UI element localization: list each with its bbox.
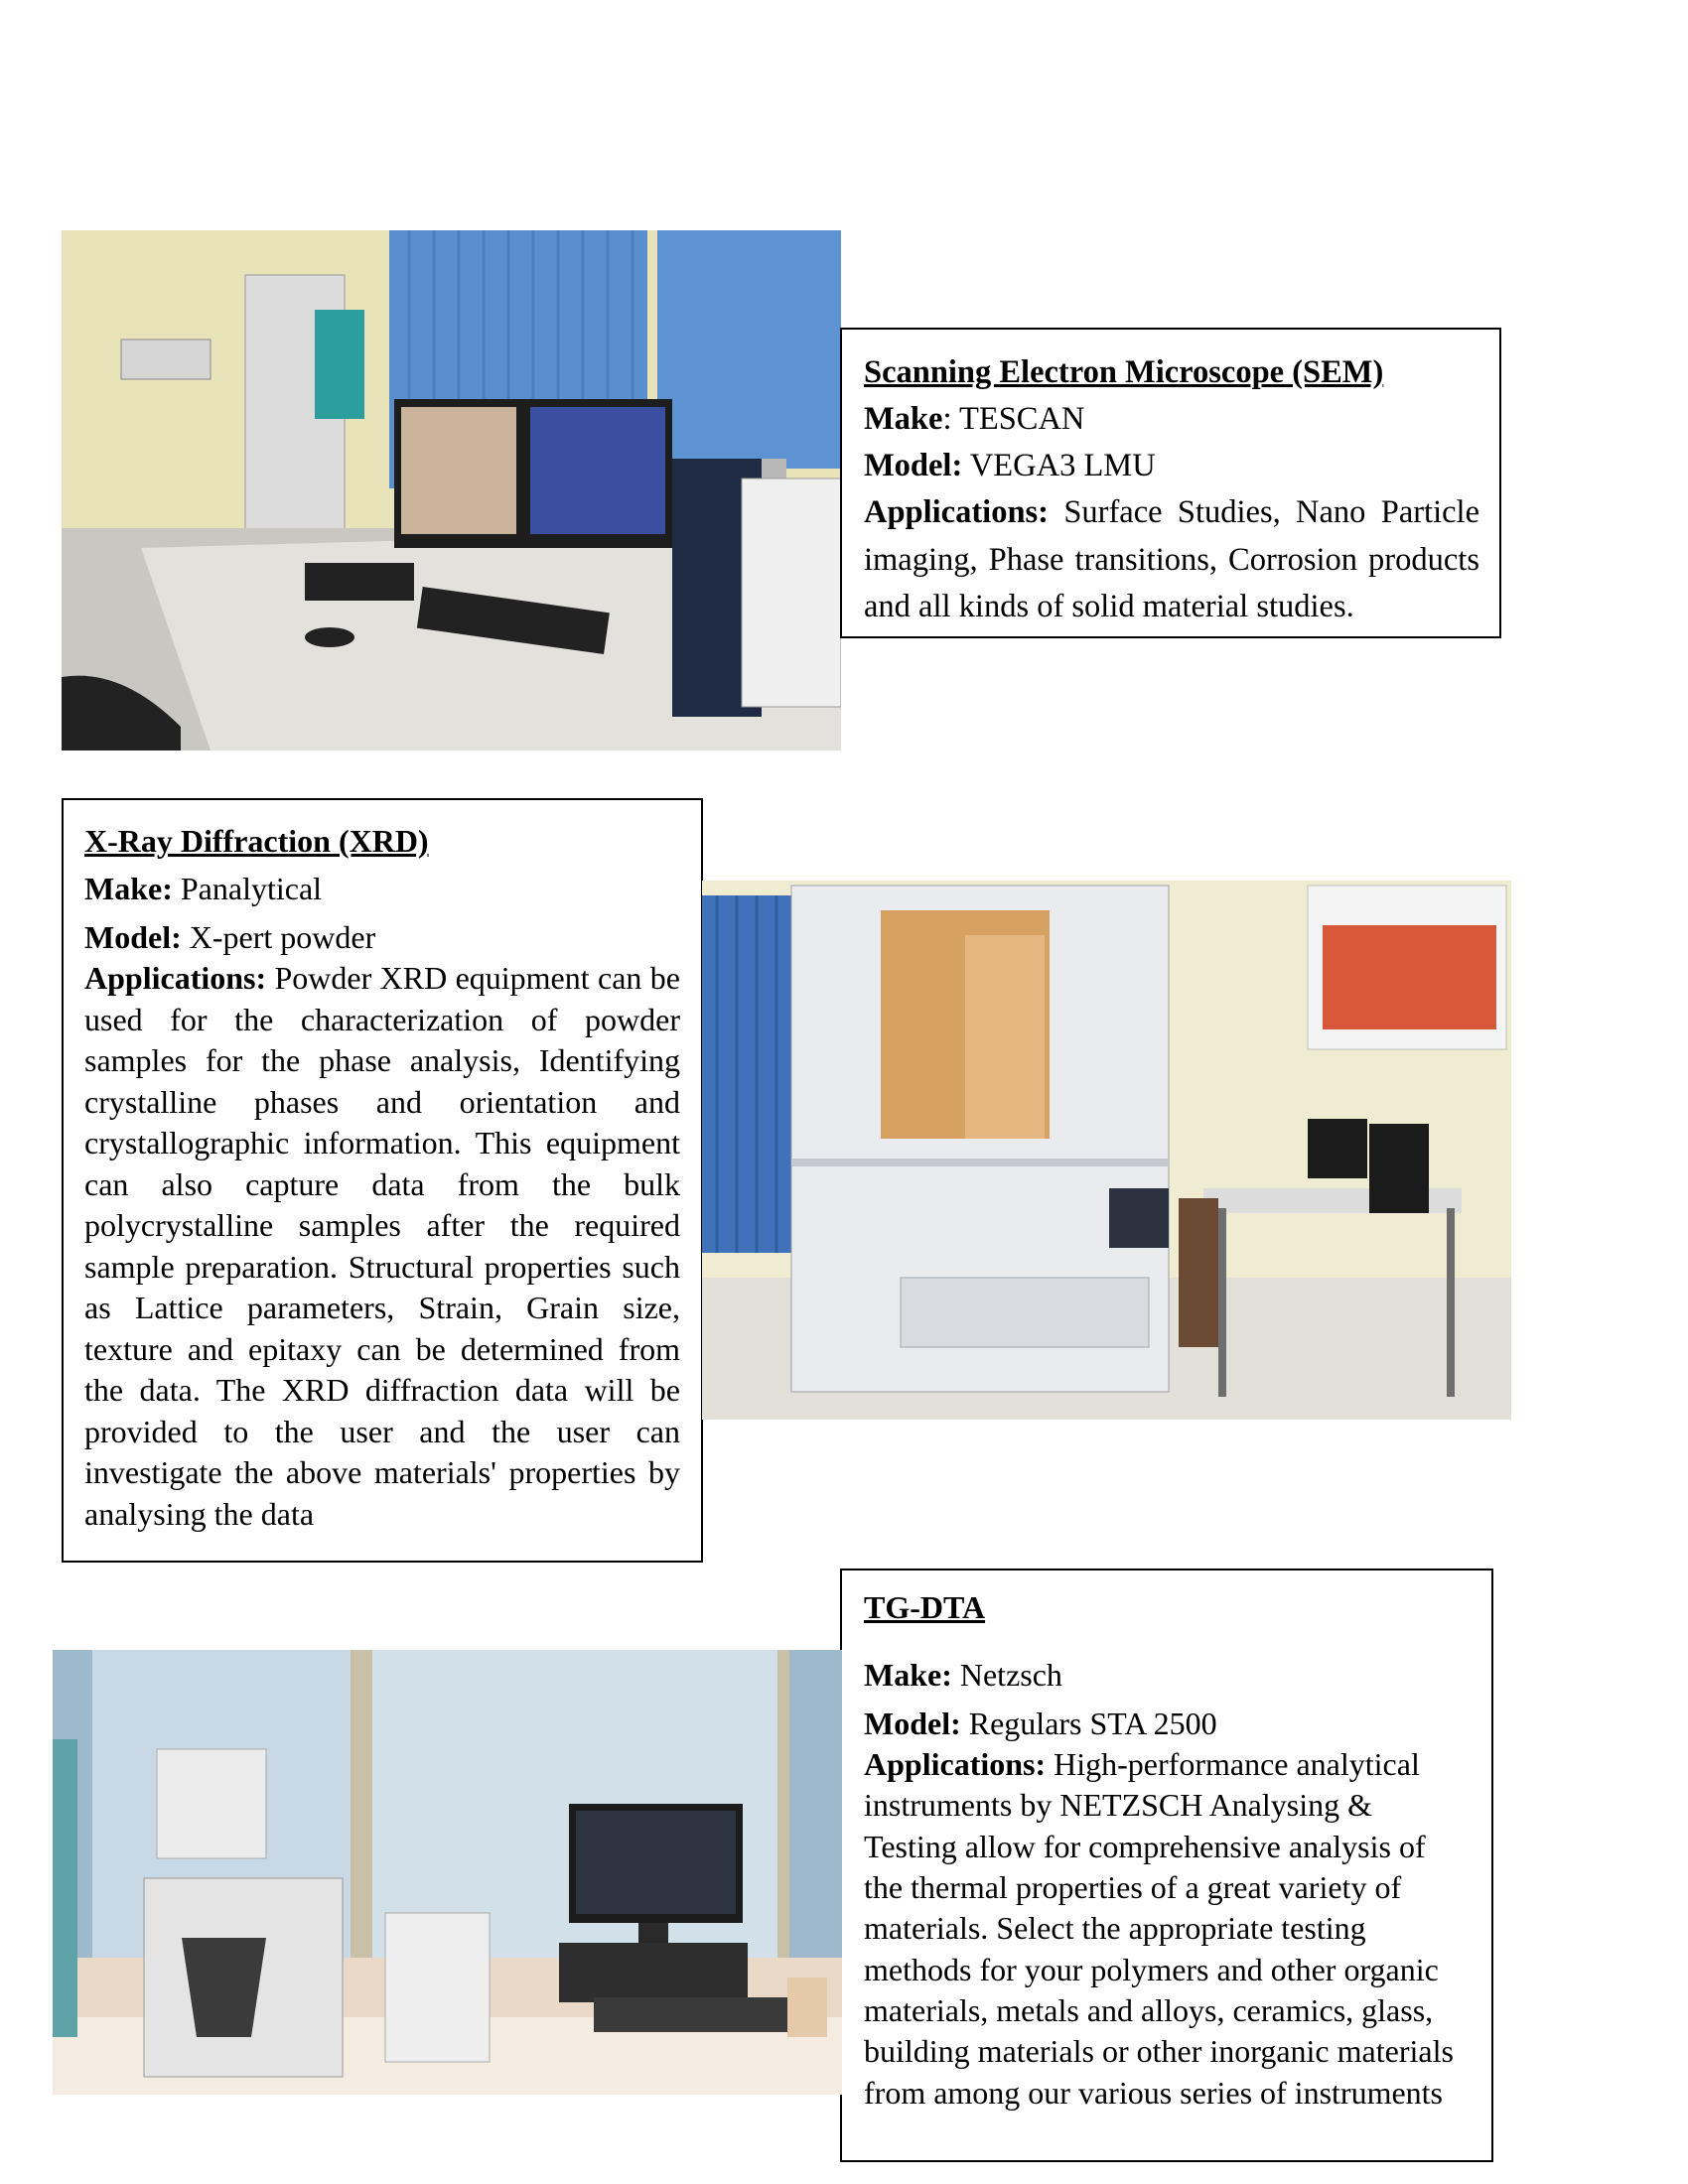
sem-applications-label: Applications:	[864, 494, 1050, 531]
xrd-model	[84, 914, 680, 960]
xrd-applications-text: Powder XRD equipment can be used for the characterization of powder samples for the phase analysis, Identifying crystalline phases and orientation and crystallographic information. This equipment can also capture data from the bulk polycrystalline samples after the required sample preparation. Structural properties such as Lattice parameters, Strain, Grain size, texture and epitaxy can be determined from the data. The XRD diffraction data will be provided to the user and the user can investigate the above materials' properties by analysing the data	[84, 960, 680, 1532]
xrd-photo	[702, 881, 1511, 1420]
sem-model-value: VEGA3 LMU	[962, 448, 1156, 484]
xrd-make-label: Make:	[84, 871, 173, 907]
sem-model	[864, 443, 1479, 489]
xrd-model-value: X-pert powder	[181, 918, 376, 955]
sem-applications-text: Surface Studies, Nano Particle imaging, Phase transitions, Corrosion products and all kinds of solid material studies.	[864, 494, 1479, 624]
sem-make-value: : TESCAN	[942, 401, 1085, 438]
xrd-model-label: Model:	[84, 918, 182, 955]
tgdta-model	[864, 1701, 1472, 1746]
tgdta-title: TG-DTA	[864, 1589, 986, 1625]
tgdta-applications-text: High-performance analytical instruments by NETZSCH Analysing & Testing allow for comprehensive analysis of the thermal properties of a great variety of materials. Select the appropriate testing methods for your polymers and other organic materials, metals and alloys, ceramics, glass, building materials or other inorganic materials from among our various series of instruments	[864, 1746, 1454, 2111]
tgdta-applications-label: Applications:	[864, 1746, 1047, 1783]
xrd-make-value: Panalytical	[172, 871, 323, 907]
sem-model-label: Model:	[864, 448, 963, 484]
sem-make-label: Make	[864, 401, 943, 438]
tgdta-photo	[53, 1650, 842, 2095]
tgdta-make-value: Netzsch	[951, 1657, 1062, 1694]
tgdta-model-label: Model:	[864, 1705, 961, 1741]
tgdta-make	[864, 1652, 1472, 1698]
tgdta-applications	[864, 1744, 1472, 2114]
xrd-applications-label: Applications:	[84, 960, 267, 997]
sem-applications	[864, 489, 1479, 629]
sem-make	[864, 396, 1479, 443]
xrd-info-box	[62, 798, 703, 1563]
tgdta-make-label: Make:	[864, 1657, 952, 1694]
sem-photo	[62, 230, 841, 751]
xrd-applications	[84, 958, 680, 1535]
tgdta-info-box	[840, 1569, 1493, 2162]
tgdta-model-value: Regulars STA 2500	[960, 1705, 1217, 1741]
sem-title: Scanning Electron Microscope (SEM)	[864, 354, 1384, 390]
xrd-title: X-Ray Diffraction (XRD)	[84, 823, 429, 859]
sem-info-box	[840, 328, 1501, 638]
xrd-make	[84, 866, 680, 911]
